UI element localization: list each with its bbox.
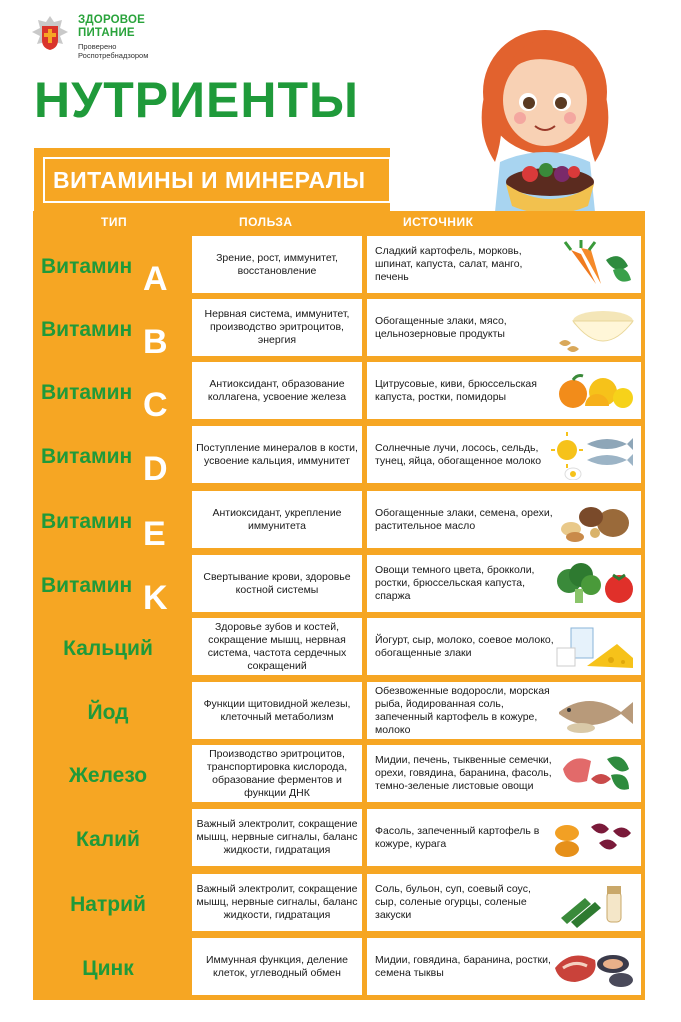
- source-text: Мидии, печень, тыквенные семечки, орехи, говядина, баранина, фасоль, темно-зеленые листовые овощи: [375, 754, 552, 792]
- benefit-cell: [192, 809, 362, 866]
- source-text: Обогащенные злаки, семена, орехи, растительное масло: [375, 506, 553, 532]
- nutrient-name: Витамин: [41, 444, 133, 468]
- girl-with-basket-illustration: [470, 22, 620, 222]
- source-cell: [367, 362, 641, 419]
- nutrient-type: [33, 493, 183, 553]
- column-header-benefit: ПОЛЬЗА: [239, 215, 293, 229]
- source-text: Солнечные лучи, лосось, сельдь, тунец, яйца, обогащенное молоко: [375, 441, 542, 467]
- column-header-source: ИСТОЧНИК: [403, 215, 474, 229]
- broccoli-tomato-icon: [551, 559, 635, 609]
- nuts-icon: [551, 495, 635, 545]
- benefit-cell: [192, 618, 362, 675]
- nutrient-type: [33, 301, 183, 361]
- page-title: НУТРИЕНТЫ: [34, 72, 359, 128]
- dairy-icon: [551, 622, 635, 672]
- benefit-text: Здоровье зубов и костей, сокращение мышц, нервная система, частота сердечных сокращений: [207, 620, 347, 672]
- nutrient-name: Железо: [68, 763, 148, 787]
- nutrient-name: Цинк: [82, 956, 134, 980]
- source-cell: [367, 236, 641, 293]
- nutrient-type: [33, 940, 183, 997]
- benefit-text: Свертывание крови, здоровье костной системы: [203, 570, 351, 596]
- pickles-salt-icon: [551, 878, 635, 928]
- nutrient-type: [33, 876, 183, 933]
- source-cell: [367, 682, 641, 739]
- benefit-cell: [192, 938, 362, 995]
- nutrient-name: Калий: [76, 827, 140, 851]
- column-header-type: ТИП: [101, 215, 128, 229]
- source-text: Соль, бульон, суп, соевый соус, сыр, соленые огурцы, соленые закуски: [375, 883, 531, 921]
- benefit-cell: [192, 745, 362, 802]
- benefit-text: Важный электролит, сокращение мышц, нервные сигналы, баланс жидкости, гидратация: [196, 818, 358, 856]
- logo: [30, 14, 148, 60]
- source-text: Обезвоженные водоросли, морская рыба, йодированная соль, запеченный картофель в кожуре, молоко: [375, 684, 550, 736]
- nutrient-type: [33, 811, 183, 868]
- source-cell: [367, 938, 641, 995]
- source-text: Фасоль, запеченный картофель в кожуре, курага: [375, 824, 540, 850]
- nutrient-name: Витамин: [41, 254, 133, 278]
- vitamin-letter: C: [143, 386, 168, 424]
- source-text: Йогурт, сыр, молоко, соевое молоко, обогащенные злаки: [375, 633, 554, 659]
- logo-sub-line2: Роспотребнадзором: [78, 51, 149, 60]
- citrus-icon: [551, 366, 635, 416]
- steak-mussels-icon: [551, 942, 635, 992]
- benefit-text: Нервная система, иммунитет, производство эритроцитов, энергия: [204, 308, 350, 346]
- source-cell: [367, 491, 641, 548]
- benefit-cell: [192, 362, 362, 419]
- nutrient-type: [33, 428, 183, 488]
- carrot-icon: [551, 240, 635, 290]
- benefit-text: Важный электролит, сокращение мышц, нервные сигналы, баланс жидкости, гидратация: [196, 883, 358, 921]
- subtitle: ВИТАМИНЫ И МИНЕРАЛЫ: [53, 166, 366, 193]
- cereal-bowl-icon: [551, 303, 635, 353]
- emblem-icon: [30, 14, 70, 56]
- nutrient-type: [33, 557, 183, 617]
- source-cell: [367, 426, 641, 483]
- benefit-cell: [192, 236, 362, 293]
- source-text: Овощи темного цвета, брокколи, ростки, брюссельская капуста, спаржа: [375, 564, 535, 602]
- nutrient-name: Витамин: [41, 380, 133, 404]
- nutrient-type: [33, 747, 183, 804]
- source-text: Цитрусовые, киви, брюссельская капуста, ростки, помидоры: [375, 377, 537, 403]
- logo-brand-line1: ЗДОРОВОЕ: [78, 14, 146, 26]
- benefit-text: Иммунная функция, деление клеток, углеводный обмен: [205, 953, 349, 979]
- source-text: Сладкий картофель, морковь, шпинат, капуста, салат, манго, печень: [375, 245, 523, 283]
- nutrient-name: Йод: [87, 700, 129, 724]
- nutrient-name: Кальций: [63, 636, 153, 660]
- logo-sub-line1: Проверено: [78, 42, 117, 51]
- sun-fish-icon: [551, 430, 635, 480]
- subtitle-banner: [34, 148, 390, 212]
- benefit-cell: [192, 491, 362, 548]
- benefit-cell: [192, 682, 362, 739]
- source-cell: [367, 299, 641, 356]
- nutrient-type: [33, 620, 183, 677]
- source-text: Обогащенные злаки, мясо, цельнозерновые продукты: [375, 314, 507, 340]
- source-cell: [367, 618, 641, 675]
- source-cell: [367, 809, 641, 866]
- table-header: [33, 211, 645, 235]
- nutrients-table: [33, 211, 645, 1000]
- source-cell: [367, 874, 641, 931]
- nutrient-name: Натрий: [70, 892, 146, 916]
- benefit-text: Производство эритроцитов, транспортировка кислорода, образование ферментов и функции ДНК: [206, 747, 348, 799]
- benefit-text: Зрение, рост, иммунитет, восстановление: [216, 251, 338, 277]
- subtitle-frame: [43, 157, 391, 203]
- source-cell: [367, 745, 641, 802]
- benefit-text: Функции щитовидной железы, клеточный метаболизм: [203, 697, 351, 723]
- benefit-cell: [192, 555, 362, 612]
- nutrient-type: [33, 238, 183, 298]
- benefit-cell: [192, 299, 362, 356]
- vitamin-letter: A: [143, 260, 168, 298]
- vitamin-letter: B: [143, 323, 168, 361]
- vitamin-letter: D: [143, 450, 168, 488]
- vitamin-letter: E: [143, 515, 166, 553]
- benefit-cell: [192, 426, 362, 483]
- nutrient-name: Витамин: [41, 573, 133, 597]
- nutrient-name: Витамин: [41, 509, 133, 533]
- benefit-text: Поступление минералов в кости, усвоение кальция, иммунитет: [196, 441, 358, 467]
- source-cell: [367, 555, 641, 612]
- nutrient-type: [33, 364, 183, 424]
- fish-icon: [551, 686, 635, 736]
- benefit-text: Антиоксидант, укрепление иммунитета: [212, 506, 342, 532]
- vitamin-letter: K: [143, 579, 168, 617]
- nutrient-name: Витамин: [41, 317, 133, 341]
- nutrient-type: [33, 684, 183, 741]
- apricot-beans-icon: [551, 813, 635, 863]
- logo-brand-line2: ПИТАНИЕ: [78, 27, 135, 39]
- meat-greens-icon: [551, 749, 635, 799]
- benefit-cell: [192, 874, 362, 931]
- benefit-text: Антиоксидант, образование коллагена, усвоение железа: [207, 377, 347, 403]
- source-text: Мидии, говядина, баранина, ростки, семена тыквы: [375, 953, 551, 979]
